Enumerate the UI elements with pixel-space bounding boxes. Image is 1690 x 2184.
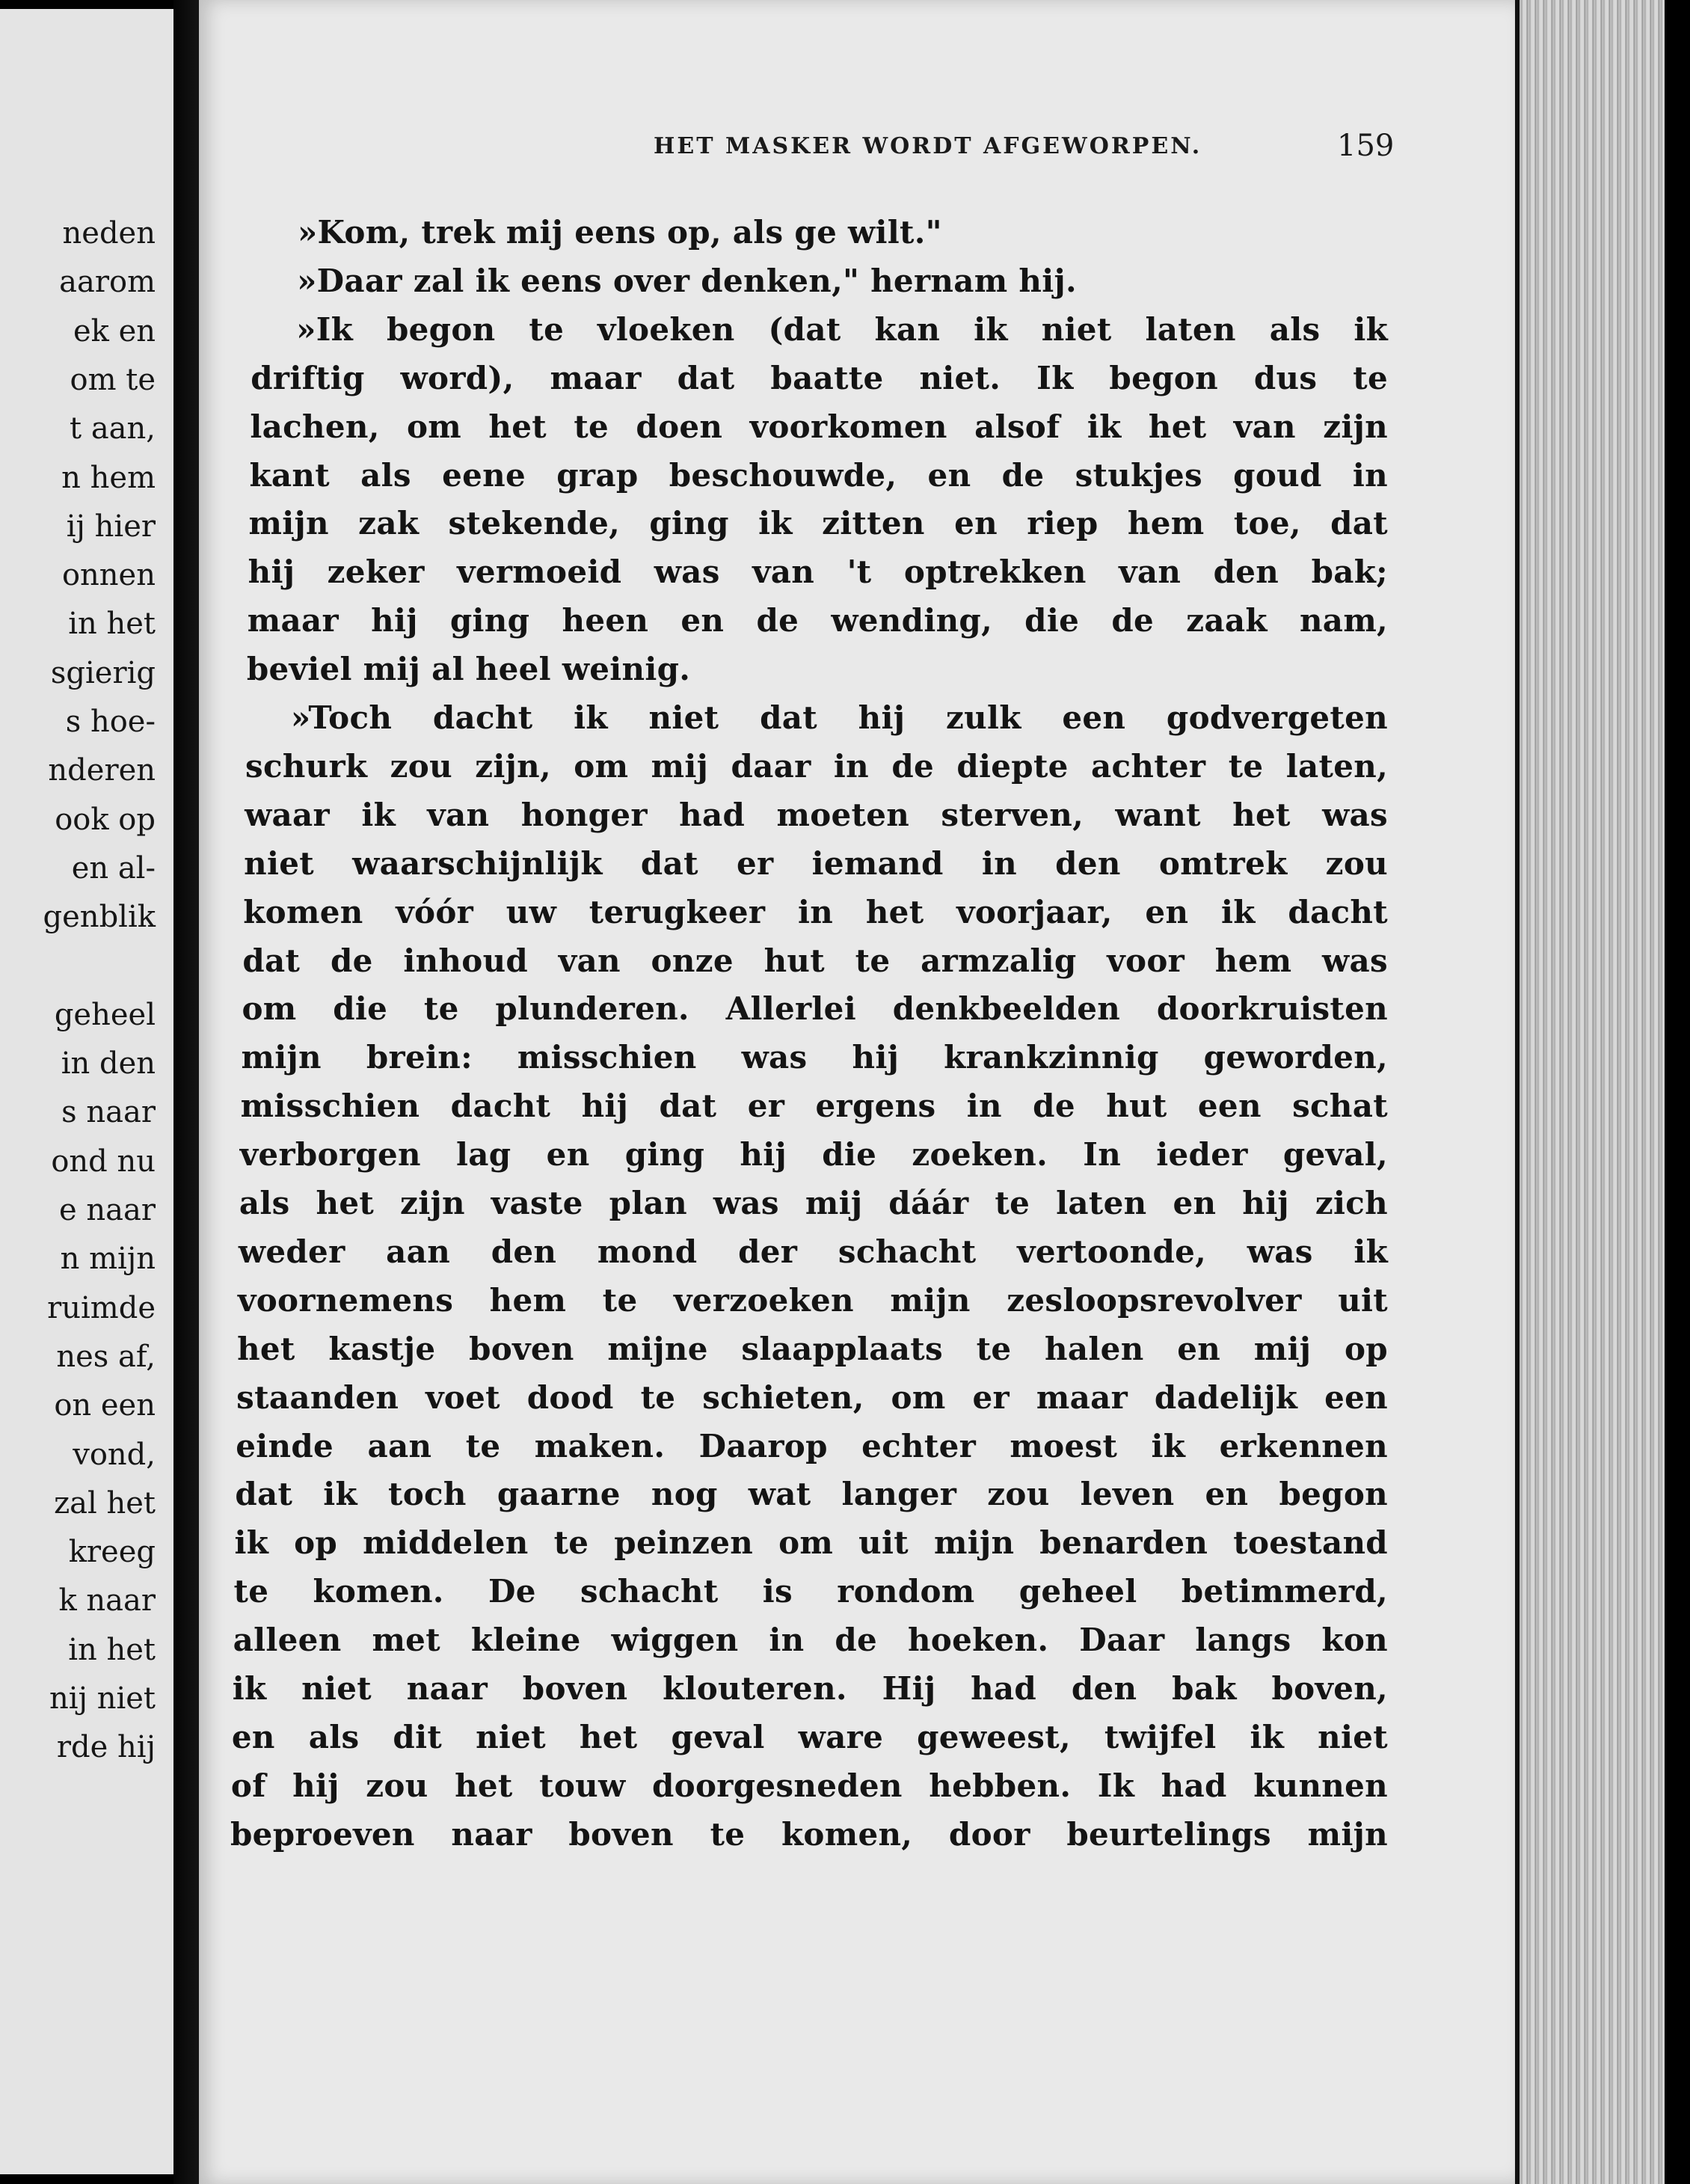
previous-page-line: in den (61, 1046, 156, 1082)
previous-page-line: vond, (73, 1437, 156, 1472)
previous-page-line: zal het (54, 1485, 156, 1521)
previous-page-line: nderen (48, 753, 156, 788)
text-line: als het zijn vaste plan was mij dáár te laten en hij zich (239, 1185, 1388, 1221)
text-line: het kastje boven mijne slaapplaats te halen en mij op (237, 1330, 1388, 1367)
text-line: ik niet naar boven klouteren. Hij had den bak boven, (232, 1670, 1388, 1707)
text-line: verborgen lag en ging hij die zoeken. In ieder geval, (239, 1136, 1388, 1174)
text-line: mijn zak stekende, ging ik zitten en riep hem toe, dat (248, 505, 1388, 542)
previous-page-line: genblik (43, 900, 156, 935)
previous-page-line: t aan, (70, 411, 156, 447)
book-gutter (173, 0, 199, 2184)
text-line: komen vóór uw terugkeer in het voorjaar, en ik dacht (243, 893, 1388, 930)
text-line: beproeven naar boven te komen, door beurtelings mijn (230, 1815, 1388, 1853)
text-line: weder aan den mond der schacht vertoonde, was ik (238, 1233, 1388, 1270)
outer-background (1665, 0, 1690, 2184)
previous-page-line: n hem (61, 460, 156, 495)
text-line: schurk zou zijn, om mij daar in de diepte achter te laten, (245, 747, 1388, 785)
previous-page-line: s naar (61, 1095, 156, 1130)
running-title: HET MASKER WORDT AFGEWORPEN. (654, 133, 1202, 159)
previous-page-line: in het (68, 1632, 156, 1667)
previous-page-line: en al- (71, 850, 156, 886)
text-line: »Ik begon te vloeken (dat kan ik niet laten als ik (296, 310, 1388, 348)
page-edge-shadow (1515, 0, 1520, 2184)
text-line: waar ik van honger had moeten sterven, want het was (245, 796, 1388, 833)
text-line: hij zeker vermoeid was van 't optrekken van den bak; (248, 553, 1388, 591)
previous-page-line: aarom (59, 265, 156, 300)
previous-page-line: in het (68, 607, 156, 642)
text-line: voornemens hem te verzoeken mijn zesloopsrevolver uit (238, 1281, 1388, 1319)
previous-page-line: ook op (55, 802, 156, 837)
text-line: kant als eene grap beschouwde, en de stukjes goud in (249, 456, 1388, 494)
text-line: beviel mij al heel weinig. (246, 651, 691, 688)
text-line: »Toch dacht ik niet dat hij zulk een godvergeten (290, 699, 1388, 736)
text-line: einde aan te maken. Daarop echter moest ik erkennen (236, 1427, 1388, 1464)
previous-page-line: om te (70, 362, 156, 397)
text-line: staanden voet dood te schieten, om er maar dadelijk een (236, 1378, 1388, 1416)
text-line: driftig word), maar dat baatte niet. Ik begon dus te (251, 359, 1388, 396)
previous-page-line: sgierig (50, 655, 156, 690)
text-line: dat de inhoud van onze hut te armzalig voor hem was (242, 942, 1388, 979)
previous-page-line: ek en (73, 313, 156, 349)
text-line: mijn brein: misschien was hij krankzinnig geworden, (241, 1039, 1388, 1076)
previous-page-line: n mijn (60, 1242, 156, 1277)
text-line: niet waarschijnlijk dat er iemand in den omtrek zou (244, 844, 1388, 882)
previous-page-line: nes af, (56, 1339, 156, 1374)
previous-page-line: rde hij (56, 1730, 156, 1765)
previous-page-line: ruimde (47, 1290, 156, 1325)
text-line: »Kom, trek mij eens op, als ge wilt." (298, 214, 942, 251)
book-page (199, 0, 1515, 2184)
text-line: of hij zou het touw doorgesneden hebben. Ik had kunnen (230, 1767, 1388, 1804)
previous-page-line: kreeg (68, 1535, 156, 1570)
previous-page-line: ond nu (51, 1144, 156, 1179)
previous-page-line: onnen (61, 558, 156, 593)
text-line: misschien dacht hij dat er ergens in de hut een schat (240, 1088, 1388, 1125)
previous-page-line: neden (62, 216, 156, 251)
previous-page-line: nij niet (49, 1681, 156, 1716)
text-line: en als dit niet het geval ware geweest, twijfel ik niet (231, 1718, 1388, 1755)
previous-page (0, 9, 173, 2174)
previous-page-line: on een (54, 1388, 156, 1423)
text-line: »Daar zal ik eens over denken," hernam hij. (297, 262, 1077, 299)
text-line: te komen. De schacht is rondom geheel betimmerd, (233, 1573, 1388, 1610)
text-line: maar hij ging heen en de wending, die de zaak nam, (247, 602, 1388, 639)
previous-page-line: geheel (54, 997, 156, 1032)
previous-page-line: s hoe- (65, 705, 156, 739)
previous-page-line: ij hier (66, 509, 156, 544)
text-line: ik op middelen te peinzen om uit mijn benarden toestand (234, 1524, 1388, 1562)
text-line: om die te plunderen. Allerlei denkbeelden doorkruisten (242, 990, 1388, 1028)
previous-page-line: k naar (58, 1583, 156, 1619)
page-edges (1515, 0, 1690, 2184)
previous-page-line: e naar (59, 1193, 156, 1227)
text-line: dat ik toch gaarne nog wat langer zou leven en begon (235, 1476, 1388, 1513)
page-number: 159 (1337, 129, 1395, 163)
text-line: lachen, om het te doen voorkomen alsof ik het van zijn (250, 408, 1388, 445)
text-line: alleen met kleine wiggen in de hoeken. Daar langs kon (233, 1622, 1388, 1659)
